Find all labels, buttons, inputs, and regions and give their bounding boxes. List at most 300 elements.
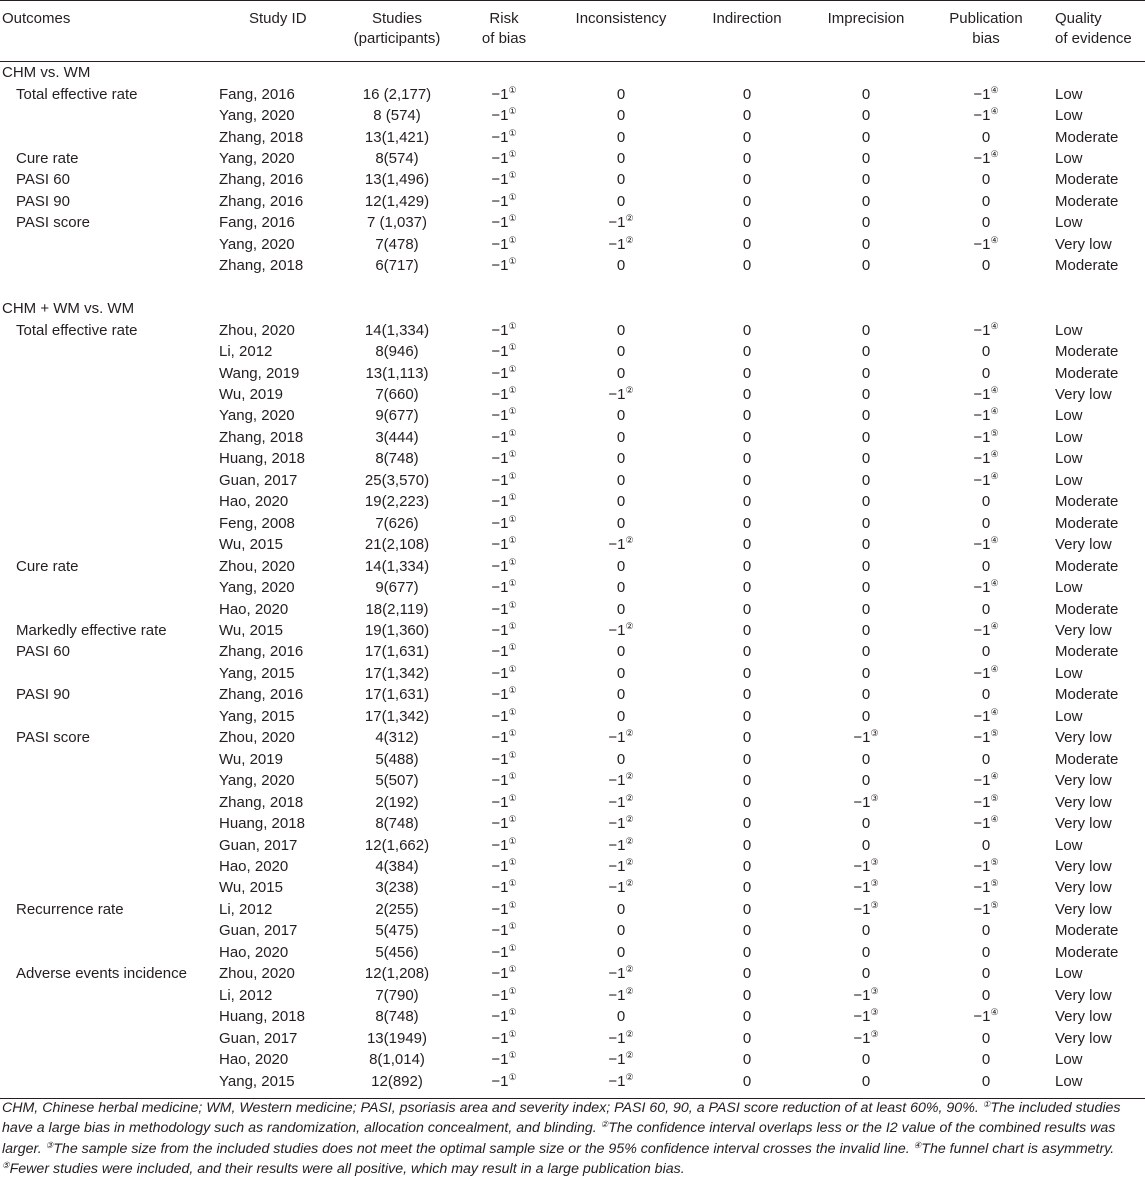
risk-of-bias-cell-value: −1 xyxy=(491,493,509,511)
study-id-cell: Yang, 2020 xyxy=(219,772,295,790)
inconsistency-cell-value: 0 xyxy=(616,321,626,339)
indirection-cell-value: 0 xyxy=(742,257,752,275)
imprecision-cell-value: 0 xyxy=(861,643,871,661)
footnote-mark: ① xyxy=(508,427,517,438)
table-row xyxy=(0,83,1145,104)
publication-bias-cell xyxy=(927,598,1045,619)
footnote-mark: ② xyxy=(625,792,634,803)
footnote-mark: ④ xyxy=(990,84,999,95)
outcome-cell xyxy=(0,770,209,791)
study-id-cell: Yang, 2020 xyxy=(219,579,295,597)
risk-of-bias-cell xyxy=(455,255,553,276)
indirection-cell-value: 0 xyxy=(742,943,752,961)
publication-bias-cell xyxy=(927,555,1045,576)
imprecision-cell-value: −1 xyxy=(853,900,871,918)
imprecision-cell xyxy=(805,920,927,941)
quality-cell: Very low xyxy=(1055,1008,1112,1026)
risk-of-bias-cell-value: −1 xyxy=(491,900,509,918)
quality-cell: Very low xyxy=(1055,986,1112,1004)
indirection-cell-value: 0 xyxy=(742,85,752,103)
quality-cell: Low xyxy=(1055,1051,1083,1069)
quality-cell: Low xyxy=(1055,836,1083,854)
table-row xyxy=(0,963,1145,984)
indirection-cell xyxy=(689,341,805,362)
risk-of-bias-cell-value: −1 xyxy=(491,857,509,875)
quality-cell: Low xyxy=(1055,471,1083,489)
study-id-cell: Li, 2012 xyxy=(219,900,273,918)
inconsistency-cell xyxy=(553,620,689,641)
indirection-cell-value: 0 xyxy=(742,643,752,661)
outcome-cell: PASI 60 xyxy=(16,643,70,661)
publication-bias-cell xyxy=(927,1027,1045,1048)
outcome-cell xyxy=(0,534,209,555)
study-id-cell: Wu, 2015 xyxy=(219,536,283,554)
indirection-cell xyxy=(689,555,805,576)
indirection-cell xyxy=(689,577,805,598)
publication-bias-cell xyxy=(927,148,1045,169)
risk-of-bias-cell-value: −1 xyxy=(491,986,509,1004)
studies-cell: 2(192) xyxy=(375,793,419,811)
risk-of-bias-cell-value: −1 xyxy=(491,686,509,704)
risk-of-bias-cell-value: −1 xyxy=(491,600,509,618)
footnote-mark: ④ xyxy=(990,320,999,331)
footnote-mark: ② xyxy=(625,985,634,996)
publication-bias-cell xyxy=(927,963,1045,984)
studies-cell: 5(488) xyxy=(375,750,419,768)
study-id-cell: Yang, 2015 xyxy=(219,1072,295,1090)
publication-bias-cell xyxy=(927,126,1045,147)
footnote-mark: ② xyxy=(625,213,634,224)
inconsistency-cell-value: −1 xyxy=(608,965,626,983)
publication-bias-cell-value: −1 xyxy=(973,107,991,125)
publication-bias-cell-value: −1 xyxy=(973,900,991,918)
column-header xyxy=(553,1,689,62)
inconsistency-cell xyxy=(553,491,689,512)
imprecision-cell-value: 0 xyxy=(861,836,871,854)
footnote-mark: ② xyxy=(625,771,634,782)
risk-of-bias-cell-value: −1 xyxy=(491,1072,509,1090)
table-row xyxy=(0,384,1145,405)
indirection-cell-value: 0 xyxy=(742,407,752,425)
indirection-cell xyxy=(689,105,805,126)
outcome-cell xyxy=(0,984,209,1005)
imprecision-cell xyxy=(805,770,927,791)
inconsistency-cell-value: −1 xyxy=(608,214,626,232)
indirection-cell-value: 0 xyxy=(742,664,752,682)
imprecision-cell-value: 0 xyxy=(861,450,871,468)
table-row xyxy=(0,191,1145,212)
indirection-cell xyxy=(689,362,805,383)
study-id-cell: Hao, 2020 xyxy=(219,857,289,875)
inconsistency-cell xyxy=(553,362,689,383)
outcome-cell xyxy=(0,791,209,812)
inconsistency-cell xyxy=(553,942,689,963)
footnote-mark: ① xyxy=(508,170,517,181)
imprecision-cell-value: 0 xyxy=(861,407,871,425)
inconsistency-cell-value: 0 xyxy=(616,128,626,146)
footnote-mark: ① xyxy=(508,213,517,224)
quality-cell: Low xyxy=(1055,428,1083,446)
imprecision-cell-value: 0 xyxy=(861,1051,871,1069)
publication-bias-cell-value: −1 xyxy=(973,407,991,425)
inconsistency-cell xyxy=(553,448,689,469)
studies-cell: 7(478) xyxy=(375,235,419,253)
imprecision-cell xyxy=(805,126,927,147)
footnote-mark: ① xyxy=(508,1050,517,1061)
publication-bias-cell xyxy=(927,641,1045,662)
footnote-mark: ① xyxy=(508,663,517,674)
outcome-cell: PASI 90 xyxy=(16,686,70,704)
indirection-cell xyxy=(689,963,805,984)
publication-bias-cell-value: −1 xyxy=(973,879,991,897)
footnote-mark: ③ xyxy=(870,878,879,889)
imprecision-cell xyxy=(805,727,927,748)
indirection-cell xyxy=(689,706,805,727)
table-row xyxy=(0,727,1145,748)
table-row xyxy=(0,791,1145,812)
footnote-mark: ④ xyxy=(990,385,999,396)
risk-of-bias-cell xyxy=(455,470,553,491)
risk-of-bias-cell xyxy=(455,555,553,576)
indirection-cell-value: 0 xyxy=(742,686,752,704)
column-header xyxy=(805,1,927,62)
quality-cell: Moderate xyxy=(1055,171,1119,189)
outcome-cell xyxy=(0,663,209,684)
imprecision-cell-value: −1 xyxy=(853,857,871,875)
footnote-2: The confidence interval overlaps less or the I2 value of the combined results was larger. xyxy=(2,1120,1116,1157)
indirection-cell xyxy=(689,899,805,920)
footnote-mark: ① xyxy=(508,878,517,889)
indirection-cell-value: 0 xyxy=(742,364,752,382)
footnote-mark: ① xyxy=(508,127,517,138)
imprecision-cell xyxy=(805,1027,927,1048)
risk-of-bias-cell xyxy=(455,942,553,963)
inconsistency-cell-value: −1 xyxy=(608,622,626,639)
footnote-mark: ① xyxy=(508,706,517,717)
outcome-cell xyxy=(0,598,209,619)
imprecision-cell-value: 0 xyxy=(861,128,871,146)
imprecision-cell-value: −1 xyxy=(853,879,871,897)
imprecision-cell-value: −1 xyxy=(853,1008,871,1026)
publication-bias-cell-value: 0 xyxy=(981,1072,991,1090)
risk-of-bias-cell-value: −1 xyxy=(491,107,509,125)
publication-bias-cell-value: −1 xyxy=(973,321,991,339)
imprecision-cell-value: 0 xyxy=(861,579,871,597)
footnote-mark: ② xyxy=(625,835,634,846)
risk-of-bias-cell-value: −1 xyxy=(491,707,509,725)
risk-of-bias-cell-value: −1 xyxy=(491,321,509,339)
risk-of-bias-cell xyxy=(455,749,553,770)
quality-cell: Very low xyxy=(1055,1029,1112,1047)
quality-cell: Moderate xyxy=(1055,257,1119,275)
publication-bias-cell-value: −1 xyxy=(973,793,991,811)
study-id-cell: Zhang, 2018 xyxy=(219,128,304,146)
outcome-cell: Markedly effective rate xyxy=(16,622,167,639)
footnote-4: The funnel chart is asymmetry. xyxy=(921,1140,1115,1157)
publication-bias-cell-value: 0 xyxy=(981,214,991,232)
outcome-cell xyxy=(0,126,209,147)
inconsistency-cell xyxy=(553,813,689,834)
publication-bias-cell-value: −1 xyxy=(973,235,991,253)
publication-bias-cell xyxy=(927,920,1045,941)
outcome-cell: PASI score xyxy=(16,214,90,232)
table-row xyxy=(0,319,1145,340)
quality-cell: Moderate xyxy=(1055,192,1119,210)
table-row xyxy=(0,234,1145,255)
studies-cell: 8(946) xyxy=(375,343,419,361)
risk-of-bias-cell xyxy=(455,212,553,233)
indirection-cell-value: 0 xyxy=(742,493,752,511)
footnote-5: Fewer studies were included, and their results were all positive, which may result in a large publication bias. xyxy=(9,1160,685,1177)
imprecision-cell xyxy=(805,620,927,641)
imprecision-cell-value: 0 xyxy=(861,386,871,404)
column-header-line1: Publication xyxy=(949,10,1023,27)
outcome-cell xyxy=(0,384,209,405)
footnote-mark: ① xyxy=(508,320,517,331)
quality-cell: Low xyxy=(1055,965,1083,983)
inconsistency-cell-value: 0 xyxy=(616,900,626,918)
inconsistency-cell xyxy=(553,534,689,555)
study-id-cell: Zhou, 2020 xyxy=(219,557,295,575)
risk-of-bias-cell xyxy=(455,577,553,598)
footnote-mark: ② xyxy=(625,1028,634,1039)
footnote-mark: ① xyxy=(508,814,517,825)
quality-cell: Low xyxy=(1055,150,1083,168)
quality-cell: Low xyxy=(1055,107,1083,125)
indirection-cell xyxy=(689,834,805,855)
quality-cell: Moderate xyxy=(1055,493,1119,511)
column-header-line1: Study ID xyxy=(249,10,307,27)
footnote-mark: ① xyxy=(508,84,517,95)
study-id-cell: Zhang, 2016 xyxy=(219,192,304,210)
risk-of-bias-cell xyxy=(455,899,553,920)
risk-of-bias-cell-value: −1 xyxy=(491,750,509,768)
study-id-cell: Yang, 2020 xyxy=(219,407,295,425)
footnote-mark: ⑤ xyxy=(990,728,999,739)
spacer-row xyxy=(0,277,1145,298)
inconsistency-cell xyxy=(553,255,689,276)
indirection-cell-value: 0 xyxy=(742,729,752,747)
footnote-mark: ③ xyxy=(870,1028,879,1039)
risk-of-bias-cell-value: −1 xyxy=(491,364,509,382)
publication-bias-cell xyxy=(927,513,1045,534)
risk-of-bias-cell xyxy=(455,341,553,362)
footnote-mark: ③ xyxy=(870,1007,879,1018)
risk-of-bias-cell xyxy=(455,663,553,684)
studies-cell: 12(892) xyxy=(371,1072,423,1090)
imprecision-cell xyxy=(805,470,927,491)
risk-of-bias-cell xyxy=(455,984,553,1005)
risk-of-bias-cell xyxy=(455,834,553,855)
risk-of-bias-cell-value: −1 xyxy=(491,1029,509,1047)
publication-bias-cell xyxy=(927,534,1045,555)
indirection-cell-value: 0 xyxy=(742,450,752,468)
publication-bias-cell-value: 0 xyxy=(981,750,991,768)
imprecision-cell xyxy=(805,362,927,383)
publication-bias-cell xyxy=(927,899,1045,920)
footnote-mark: ② xyxy=(625,621,634,631)
publication-bias-cell xyxy=(927,577,1045,598)
quality-cell: Low xyxy=(1055,579,1083,597)
risk-of-bias-cell-value: −1 xyxy=(491,579,509,597)
indirection-cell-value: 0 xyxy=(742,386,752,404)
table-row xyxy=(0,749,1145,770)
inconsistency-cell xyxy=(553,83,689,104)
risk-of-bias-cell xyxy=(455,963,553,984)
table-row xyxy=(0,534,1145,555)
imprecision-cell xyxy=(805,427,927,448)
risk-of-bias-cell-value: −1 xyxy=(491,343,509,361)
inconsistency-cell-value: 0 xyxy=(616,1008,626,1026)
footnote-mark: ② xyxy=(625,964,634,975)
footnote-mark: ③ xyxy=(870,792,879,803)
publication-bias-cell-value: −1 xyxy=(973,857,991,875)
inconsistency-cell xyxy=(553,984,689,1005)
imprecision-cell-value: −1 xyxy=(853,1029,871,1047)
risk-of-bias-cell xyxy=(455,620,553,641)
imprecision-cell-value: 0 xyxy=(861,107,871,125)
risk-of-bias-cell xyxy=(455,706,553,727)
quality-cell: Low xyxy=(1055,85,1083,103)
footnote-mark: ① xyxy=(508,642,517,653)
comparison-row xyxy=(0,298,1145,319)
quality-cell: Moderate xyxy=(1055,686,1119,704)
publication-bias-cell-value: −1 xyxy=(973,772,991,790)
study-id-cell: Wu, 2015 xyxy=(219,622,283,639)
studies-cell: 8 (574) xyxy=(373,107,421,125)
indirection-cell-value: 0 xyxy=(742,536,752,554)
risk-of-bias-cell-value: −1 xyxy=(491,1051,509,1069)
publication-bias-cell xyxy=(927,834,1045,855)
indirection-cell xyxy=(689,148,805,169)
footnote-mark: ③ xyxy=(870,856,879,867)
outcome-cell: Total effective rate xyxy=(16,85,138,103)
inconsistency-cell xyxy=(553,684,689,705)
footnote-mark: ① xyxy=(508,899,517,910)
risk-of-bias-cell-value: −1 xyxy=(491,214,509,232)
table-row xyxy=(0,555,1145,576)
imprecision-cell xyxy=(805,384,927,405)
imprecision-cell xyxy=(805,899,927,920)
indirection-cell-value: 0 xyxy=(742,214,752,232)
inconsistency-cell-value: 0 xyxy=(616,171,626,189)
publication-bias-cell xyxy=(927,620,1045,641)
indirection-cell xyxy=(689,470,805,491)
study-id-cell: Zhou, 2020 xyxy=(219,321,295,339)
inconsistency-cell-value: −1 xyxy=(608,986,626,1004)
imprecision-cell-value: 0 xyxy=(861,257,871,275)
quality-cell: Moderate xyxy=(1055,557,1119,575)
footnote-abbreviations: CHM, Chinese herbal medicine; WM, Western medicine; PASI, psoriasis area and severity index; PASI 60, 90, a PASI score reduction of at least 60%, 90%. xyxy=(2,1100,979,1116)
table-row xyxy=(0,942,1145,963)
inconsistency-cell-value: 0 xyxy=(616,707,626,725)
indirection-cell xyxy=(689,641,805,662)
risk-of-bias-cell xyxy=(455,791,553,812)
footnote-mark: ④ xyxy=(990,771,999,782)
table-row xyxy=(0,1027,1145,1048)
publication-bias-cell xyxy=(927,470,1045,491)
risk-of-bias-cell xyxy=(455,1049,553,1070)
imprecision-cell xyxy=(805,1006,927,1027)
quality-cell: Moderate xyxy=(1055,514,1119,532)
footnote-mark: ① xyxy=(508,342,517,353)
inconsistency-cell xyxy=(553,877,689,898)
inconsistency-cell-value: 0 xyxy=(616,107,626,125)
quality-cell: Low xyxy=(1055,450,1083,468)
table-row xyxy=(0,362,1145,383)
quality-cell: Very low xyxy=(1055,622,1112,639)
indirection-cell xyxy=(689,169,805,190)
outcome-cell xyxy=(0,234,209,255)
risk-of-bias-cell-value: −1 xyxy=(491,450,509,468)
risk-of-bias-cell-value: −1 xyxy=(491,643,509,661)
risk-of-bias-cell-value: −1 xyxy=(491,965,509,983)
studies-cell: 13(1,421) xyxy=(364,128,430,146)
indirection-cell-value: 0 xyxy=(742,965,752,983)
inconsistency-cell xyxy=(553,1006,689,1027)
imprecision-cell-value: 0 xyxy=(861,664,871,682)
publication-bias-cell-value: 0 xyxy=(981,1051,991,1069)
imprecision-cell-value: 0 xyxy=(861,471,871,489)
studies-cell: 12(1,208) xyxy=(364,965,430,983)
imprecision-cell xyxy=(805,513,927,534)
outcome-cell xyxy=(0,1049,209,1070)
studies-cell: 17(1,631) xyxy=(364,643,430,661)
footnote-mark: ④ xyxy=(990,1007,999,1018)
inconsistency-cell-value: −1 xyxy=(608,815,626,833)
risk-of-bias-cell xyxy=(455,770,553,791)
indirection-cell-value: 0 xyxy=(742,343,752,361)
footnote-mark: ① xyxy=(508,621,517,631)
publication-bias-cell-value: 0 xyxy=(981,364,991,382)
risk-of-bias-cell xyxy=(455,148,553,169)
risk-of-bias-cell xyxy=(455,1070,553,1098)
imprecision-cell-value: 0 xyxy=(861,965,871,983)
outcome-cell xyxy=(0,255,209,276)
publication-bias-cell-value: 0 xyxy=(981,965,991,983)
imprecision-cell xyxy=(805,555,927,576)
inconsistency-cell xyxy=(553,791,689,812)
inconsistency-cell xyxy=(553,1027,689,1048)
imprecision-cell xyxy=(805,212,927,233)
quality-cell: Low xyxy=(1055,664,1083,682)
studies-cell: 4(384) xyxy=(375,857,419,875)
risk-of-bias-cell-value: −1 xyxy=(491,235,509,253)
studies-cell: 8(748) xyxy=(375,1008,419,1026)
inconsistency-cell-value: −1 xyxy=(608,1029,626,1047)
table-row xyxy=(0,212,1145,233)
imprecision-cell-value: 0 xyxy=(861,772,871,790)
outcome-cell: Adverse events incidence xyxy=(16,965,187,983)
inconsistency-cell xyxy=(553,148,689,169)
footnote-mark: ② xyxy=(625,1071,634,1082)
outcome-cell xyxy=(0,1027,209,1048)
indirection-cell-value: 0 xyxy=(742,1051,752,1069)
outcome-cell: Cure rate xyxy=(16,557,79,575)
risk-of-bias-cell xyxy=(455,641,553,662)
publication-bias-cell xyxy=(927,706,1045,727)
publication-bias-cell-value: −1 xyxy=(973,150,991,168)
publication-bias-cell-value: −1 xyxy=(973,707,991,725)
inconsistency-cell-value: −1 xyxy=(608,536,626,554)
table-row xyxy=(0,148,1145,169)
footnote-mark: ① xyxy=(508,771,517,782)
imprecision-cell-value: 0 xyxy=(861,943,871,961)
footnote-mark: ① xyxy=(508,149,517,160)
studies-cell: 21(2,108) xyxy=(364,536,430,554)
study-id-cell: Hao, 2020 xyxy=(219,943,289,961)
outcome-cell xyxy=(0,749,209,770)
